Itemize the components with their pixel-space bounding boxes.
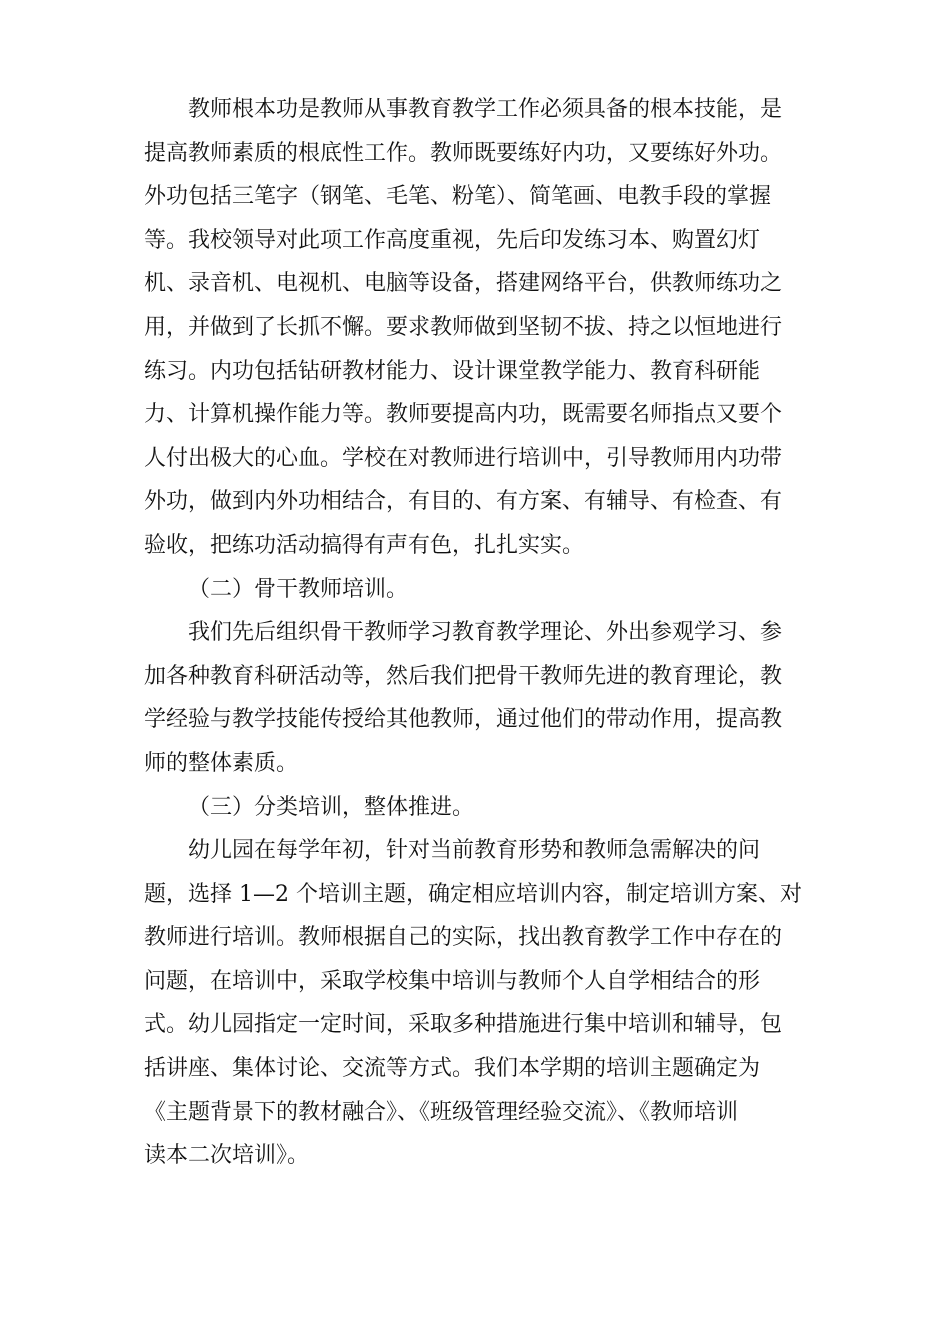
- paragraph-line: 人付出极大的心血。学校在对教师进行培训中，引导教师用内功带: [144, 445, 783, 471]
- paragraph-line: 教师进行培训。教师根据自己的实际，找出教育教学工作中存在的: [144, 925, 783, 951]
- section-heading: （三）分类培训，整体推进。: [188, 794, 475, 820]
- paragraph-line: 《主题背景下的教材融合》、《班级管理经验交流》、《教师培训: [144, 1099, 739, 1125]
- paragraph-line: 用，并做到了长抓不懈。要求教师做到坚韧不拔、持之以恒地进行: [144, 314, 783, 340]
- paragraph-line: 等。我校领导对此项工作高度重视，先后印发练习本、购置幻灯: [144, 227, 761, 253]
- paragraph-line: 提高教师素质的根底性工作。教师既要练好内功，又要练好外功。: [144, 140, 783, 166]
- paragraph-line: 问题，在培训中，采取学校集中培训与教师个人自学相结合的形: [144, 968, 761, 994]
- paragraph-line: 我们先后组织骨干教师学习教育教学理论、外出参观学习、参: [188, 620, 783, 646]
- paragraph-line: 括讲座、集体讨论、交流等方式。我们本学期的培训主题确定为: [144, 1056, 761, 1082]
- document-body: [144, 88, 804, 1178]
- section-heading: （二）骨干教师培训。: [188, 576, 409, 602]
- paragraph-line: 师的整体素质。: [144, 750, 299, 776]
- paragraph-line: 加各种教育科研活动等，然后我们把骨干教师先进的教育理论，教: [144, 663, 783, 689]
- paragraph-line: 读本二次培训》。: [144, 1143, 310, 1169]
- paragraph-line: 外功，做到内外功相结合，有目的、有方案、有辅导、有检查、有: [144, 489, 783, 515]
- paragraph-line: 机、录音机、电视机、电脑等设备，搭建网络平台，供教师练功之: [144, 271, 783, 297]
- paragraph-line: 教师根本功是教师从事教育教学工作必须具备的根本技能，是: [188, 97, 783, 122]
- paragraph-line: 幼儿园在每学年初，针对当前教育形势和教师急需解决的问: [188, 838, 761, 864]
- paragraph-line: 题，选择 1—2 个培训主题，确定相应培训内容，制定培训方案、对: [144, 881, 802, 907]
- paragraph-line: 练习。内功包括钻研教材能力、设计课堂教学能力、教育科研能: [144, 358, 761, 384]
- paragraph-line: 式。幼儿园指定一定时间，采取多种措施进行集中培训和辅导，包: [144, 1012, 783, 1038]
- paragraph-line: 力、计算机操作能力等。教师要提高内功，既需要名师指点又要个: [144, 402, 783, 428]
- paragraph-line: 外功包括三笔字（钢笔、毛笔、粉笔）、简笔画、电教手段的掌握: [144, 184, 772, 210]
- paragraph-line: 学经验与教学技能传授给其他教师，通过他们的带动作用，提高教: [144, 707, 783, 733]
- paragraph-line: 验收，把练功活动搞得有声有色，扎扎实实。: [144, 532, 585, 558]
